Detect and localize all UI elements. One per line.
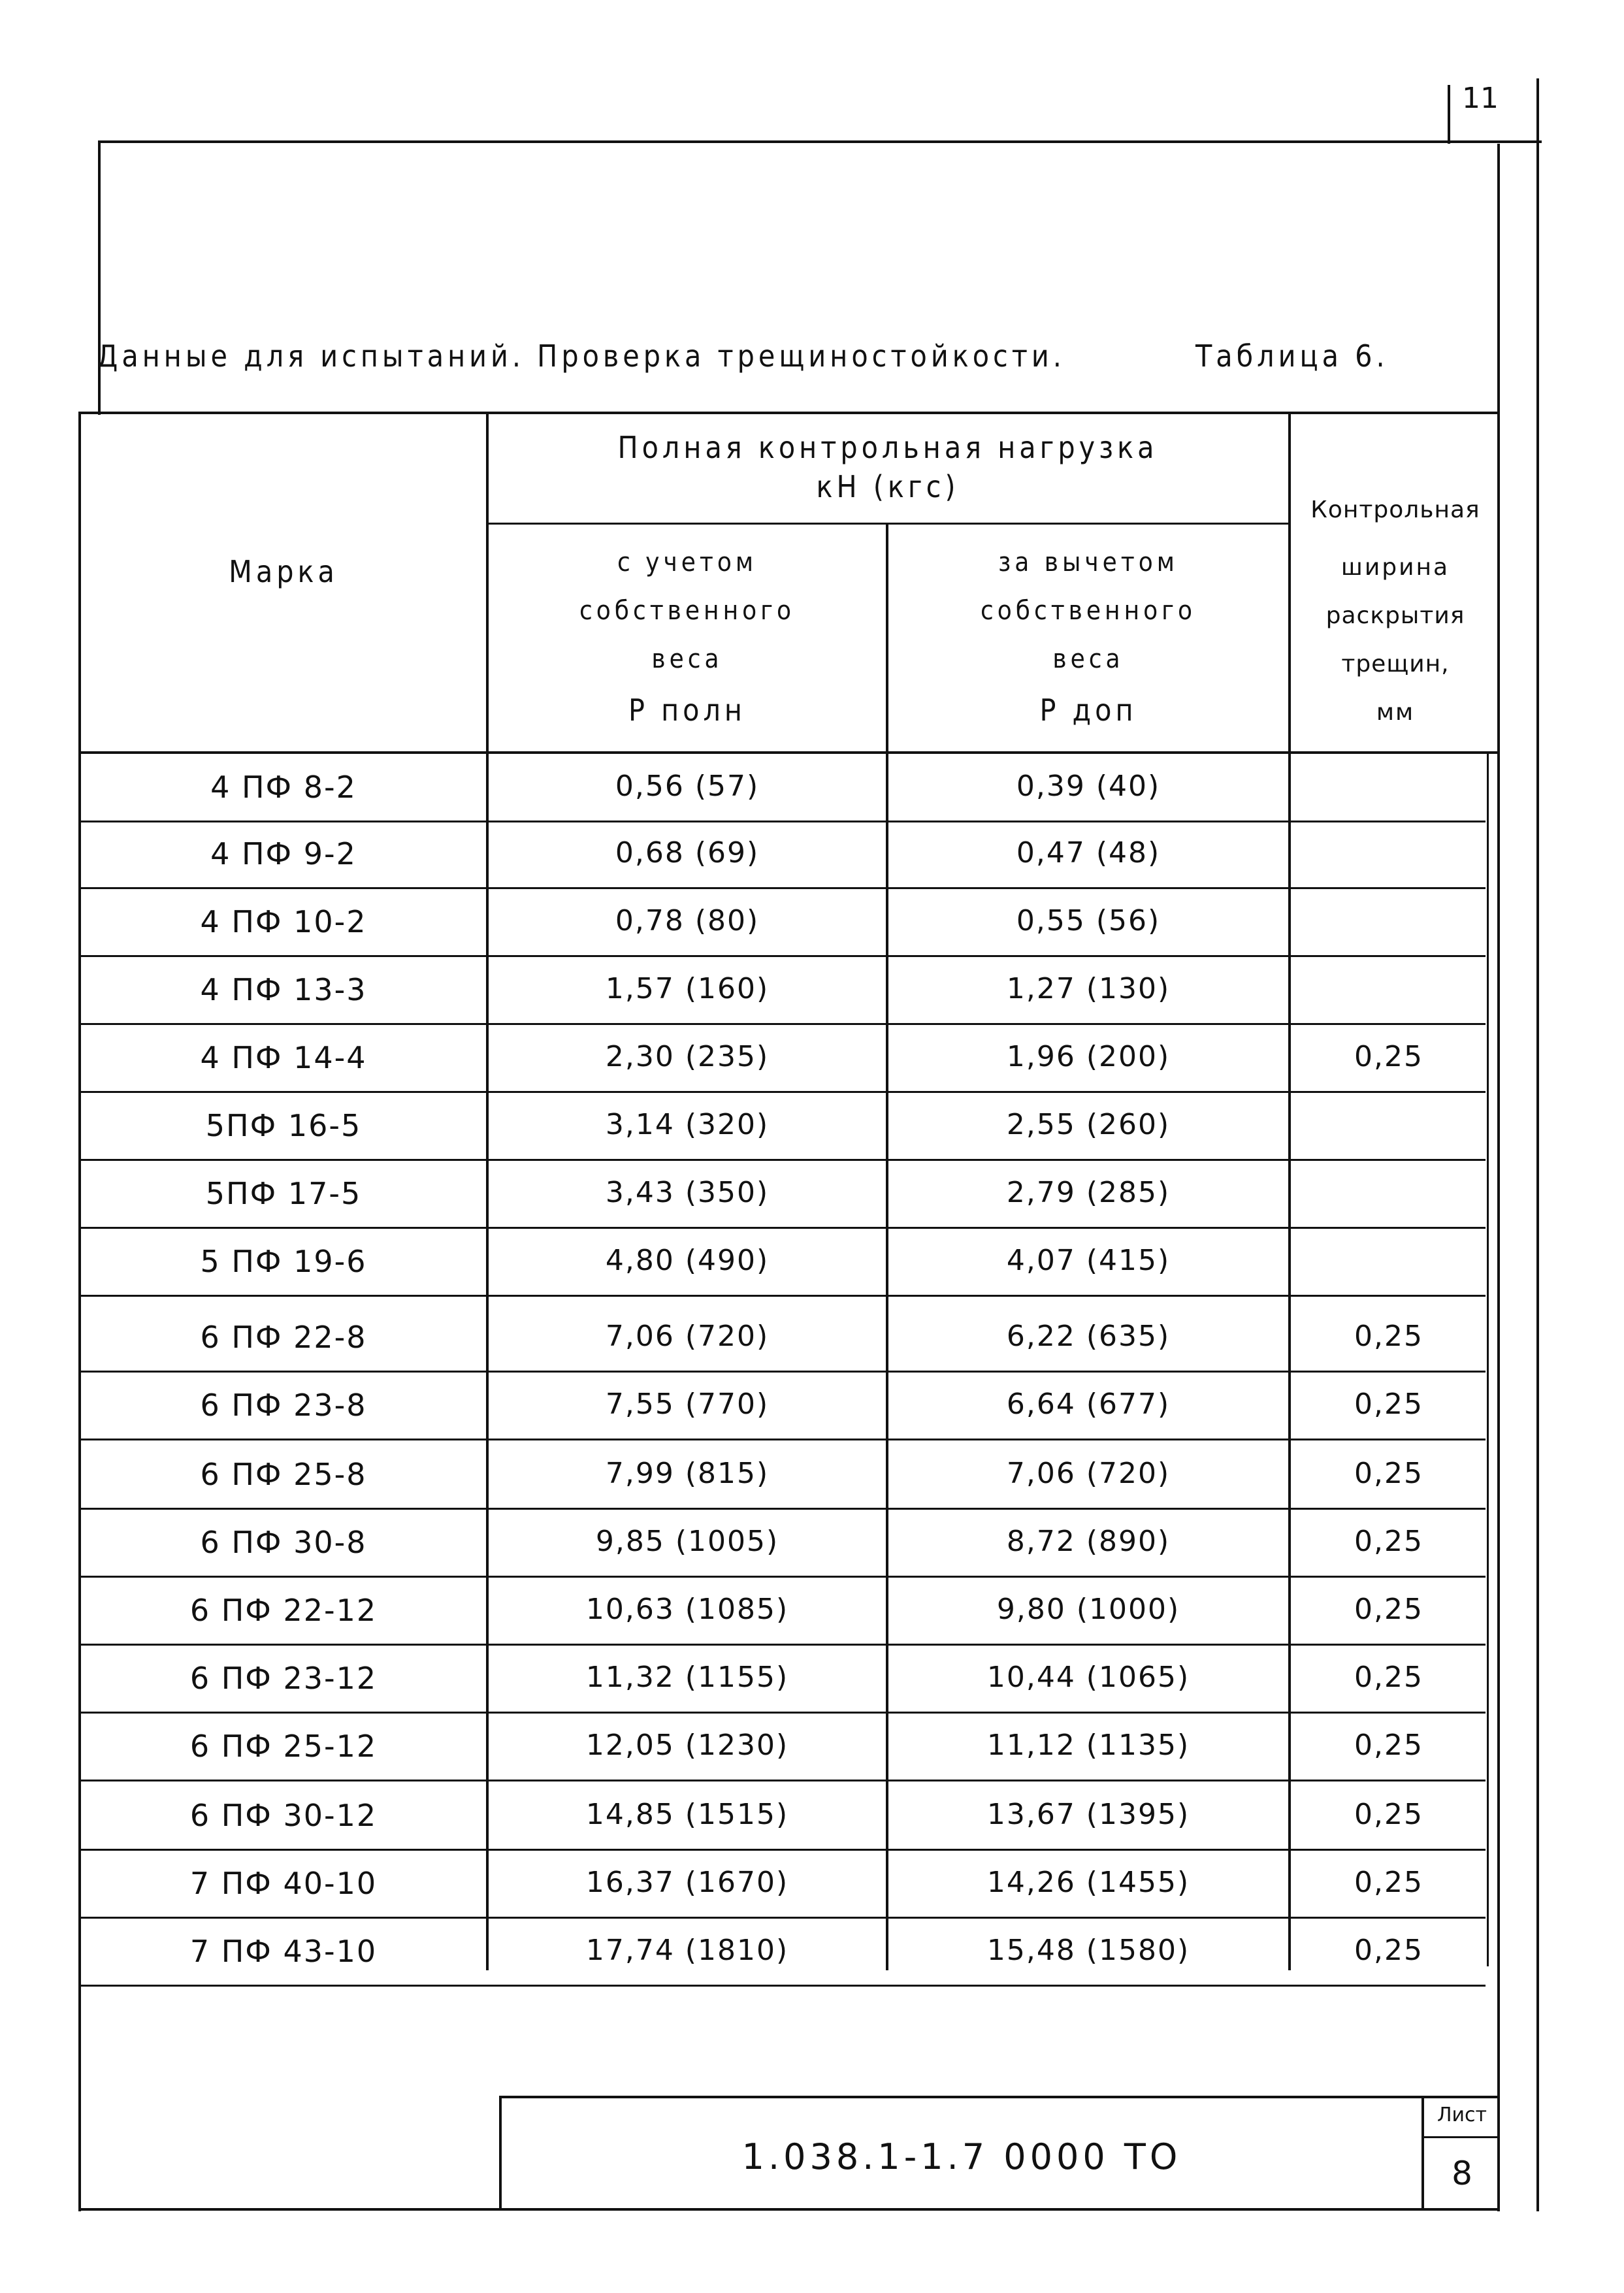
cell-p-full: 14,85 (1515) [585, 1798, 789, 1831]
row-divider [81, 1849, 1486, 1851]
cell-p-full: 11,32 (1155) [585, 1661, 789, 1694]
frame-right [1497, 144, 1500, 2211]
sheet-number: 8 [1452, 2155, 1472, 2192]
cell-crack: 0,25 [1354, 1320, 1423, 1353]
header-load-group: Полная контрольная нагрузка [617, 430, 1158, 465]
cell-p-full: 12,05 (1230) [585, 1729, 789, 1762]
cell-crack: 0,25 [1354, 1525, 1423, 1558]
cell-p-full: 16,37 (1670) [585, 1866, 789, 1899]
cell-crack: 0,25 [1354, 1388, 1423, 1421]
row-divider [81, 821, 1486, 822]
header-bottom-line [78, 751, 1500, 754]
cell-mark: 6 ПФ 23-8 [200, 1388, 367, 1423]
cell-p-add: 11,12 (1135) [986, 1729, 1190, 1762]
frame-top [98, 140, 1542, 143]
header-without-weight-line-3: веса [1052, 644, 1124, 674]
frame-right-outer [1536, 78, 1539, 2211]
cell-p-add: 6,64 (677) [1006, 1388, 1171, 1421]
cell-p-full: 9,85 (1005) [595, 1525, 779, 1558]
sheet-label: Лист [1437, 2104, 1487, 2126]
header-load-units: кН (кгс) [816, 469, 960, 504]
stamp-sheet-label-line [1424, 2136, 1500, 2138]
row-divider [81, 1295, 1486, 1297]
cell-mark: 5ПФ 16-5 [205, 1108, 362, 1143]
cell-p-full: 17,74 (1810) [585, 1934, 789, 1967]
cell-p-full: 0,68 (69) [615, 836, 760, 870]
row-divider [81, 1576, 1486, 1578]
header-without-weight-line-1: за вычетом [998, 547, 1178, 577]
cell-mark: 5ПФ 17-5 [205, 1176, 362, 1211]
stamp-top-line [499, 2096, 1500, 2098]
table-top-line [78, 412, 1500, 414]
cell-crack: 0,25 [1354, 1661, 1423, 1694]
header-crack-line-1: Контрольная [1310, 496, 1480, 523]
cell-p-add: 0,39 (40) [1016, 770, 1161, 803]
header-p-add: Р доп [1039, 692, 1137, 728]
cell-mark: 6 ПФ 30-12 [189, 1798, 378, 1833]
header-with-weight-line-3: веса [651, 644, 723, 674]
cell-mark: 4 ПФ 14-4 [200, 1040, 367, 1075]
cell-p-full: 3,14 (320) [605, 1108, 770, 1141]
cell-crack: 0,25 [1354, 1934, 1423, 1967]
cell-p-full: 0,56 (57) [615, 770, 760, 803]
row-divider [81, 1917, 1486, 1919]
cell-p-add: 15,48 (1580) [986, 1934, 1190, 1967]
cell-p-add: 13,67 (1395) [986, 1798, 1190, 1831]
table-label: Таблица 6. [1195, 338, 1389, 374]
row-divider [81, 1439, 1486, 1440]
cell-mark: 4 ПФ 13-3 [200, 972, 367, 1007]
header-with-weight-line-1: с учетом [617, 547, 758, 577]
cell-p-add: 8,72 (890) [1006, 1525, 1171, 1558]
cell-crack: 0,25 [1354, 1457, 1423, 1490]
cell-p-add: 1,96 (200) [1006, 1040, 1171, 1073]
row-divider [81, 1508, 1486, 1510]
cell-p-full: 4,80 (490) [605, 1244, 770, 1277]
cell-p-add: 7,06 (720) [1006, 1457, 1171, 1490]
col-line-4 [1487, 751, 1489, 1966]
header-crack-line-2: ширина [1340, 554, 1450, 581]
row-divider [81, 1227, 1486, 1229]
header-crack-line-4: трещин, [1341, 651, 1450, 677]
row-divider [81, 1023, 1486, 1025]
row-divider [81, 955, 1486, 957]
cell-mark: 6 ПФ 23-12 [189, 1661, 378, 1696]
cell-p-add: 6,22 (635) [1006, 1320, 1171, 1353]
row-divider [81, 1091, 1486, 1093]
header-with-weight-line-2: собственного [579, 596, 796, 626]
row-divider [81, 1371, 1486, 1373]
header-crack-line-3: раскрытия [1325, 602, 1465, 629]
cell-crack: 0,25 [1354, 1729, 1423, 1762]
cell-p-full: 10,63 (1085) [585, 1593, 789, 1626]
sheet-top-number: 11 [1462, 82, 1499, 115]
cell-crack: 0,25 [1354, 1866, 1423, 1899]
frame-bottom [78, 2208, 1500, 2211]
row-divider [81, 887, 1486, 889]
cell-crack: 0,25 [1354, 1040, 1423, 1073]
cell-mark: 4 ПФ 9-2 [210, 836, 357, 871]
cell-p-full: 1,57 (160) [605, 972, 770, 1005]
table-caption: Данные для испытаний. Проверка трещиностойкости. [97, 338, 1065, 374]
cell-mark: 5 ПФ 19-6 [200, 1244, 367, 1279]
header-p-full: Р полн [628, 692, 746, 728]
header-mark: Марка [229, 554, 338, 589]
frame-left-upper [98, 140, 101, 415]
load-group-divider [487, 523, 1291, 525]
cell-mark: 6 ПФ 22-12 [189, 1593, 378, 1628]
cell-mark: 7 ПФ 43-10 [189, 1934, 378, 1969]
row-divider [81, 1712, 1486, 1714]
cell-p-full: 7,06 (720) [605, 1320, 770, 1353]
cell-p-add: 2,55 (260) [1006, 1108, 1171, 1141]
header-without-weight-line-2: собственного [980, 596, 1197, 626]
row-divider [81, 1159, 1486, 1161]
cell-p-add: 0,47 (48) [1016, 836, 1161, 870]
cell-mark: 7 ПФ 40-10 [189, 1866, 378, 1901]
cell-mark: 6 ПФ 30-8 [200, 1525, 367, 1560]
page-number-divider [1448, 85, 1450, 144]
cell-p-full: 7,99 (815) [605, 1457, 770, 1490]
cell-p-full: 0,78 (80) [615, 904, 760, 937]
cell-p-full: 7,55 (770) [605, 1388, 770, 1421]
cell-p-add: 2,79 (285) [1006, 1176, 1171, 1209]
cell-crack: 0,25 [1354, 1593, 1423, 1626]
cell-mark: 6 ПФ 22-8 [200, 1320, 367, 1355]
cell-p-add: 0,55 (56) [1016, 904, 1161, 937]
cell-mark: 4 ПФ 8-2 [210, 770, 357, 805]
cell-p-add: 14,26 (1455) [986, 1866, 1190, 1899]
document-code: 1.038.1-1.7 0000 ТО [741, 2136, 1182, 2177]
cell-p-add: 4,07 (415) [1006, 1244, 1171, 1277]
header-crack-line-5: мм [1376, 699, 1415, 726]
cell-p-add: 9,80 (1000) [996, 1593, 1180, 1626]
cell-p-full: 2,30 (235) [605, 1040, 770, 1073]
cell-mark: 6 ПФ 25-8 [200, 1457, 367, 1492]
cell-p-add: 10,44 (1065) [986, 1661, 1190, 1694]
row-divider [81, 1780, 1486, 1781]
cell-p-add: 1,27 (130) [1006, 972, 1171, 1005]
cell-crack: 0,25 [1354, 1798, 1423, 1831]
cell-p-full: 3,43 (350) [605, 1176, 770, 1209]
row-divider [81, 1644, 1486, 1646]
cell-mark: 6 ПФ 25-12 [189, 1729, 378, 1764]
cell-mark: 4 ПФ 10-2 [200, 904, 367, 939]
row-divider [81, 1985, 1486, 1987]
